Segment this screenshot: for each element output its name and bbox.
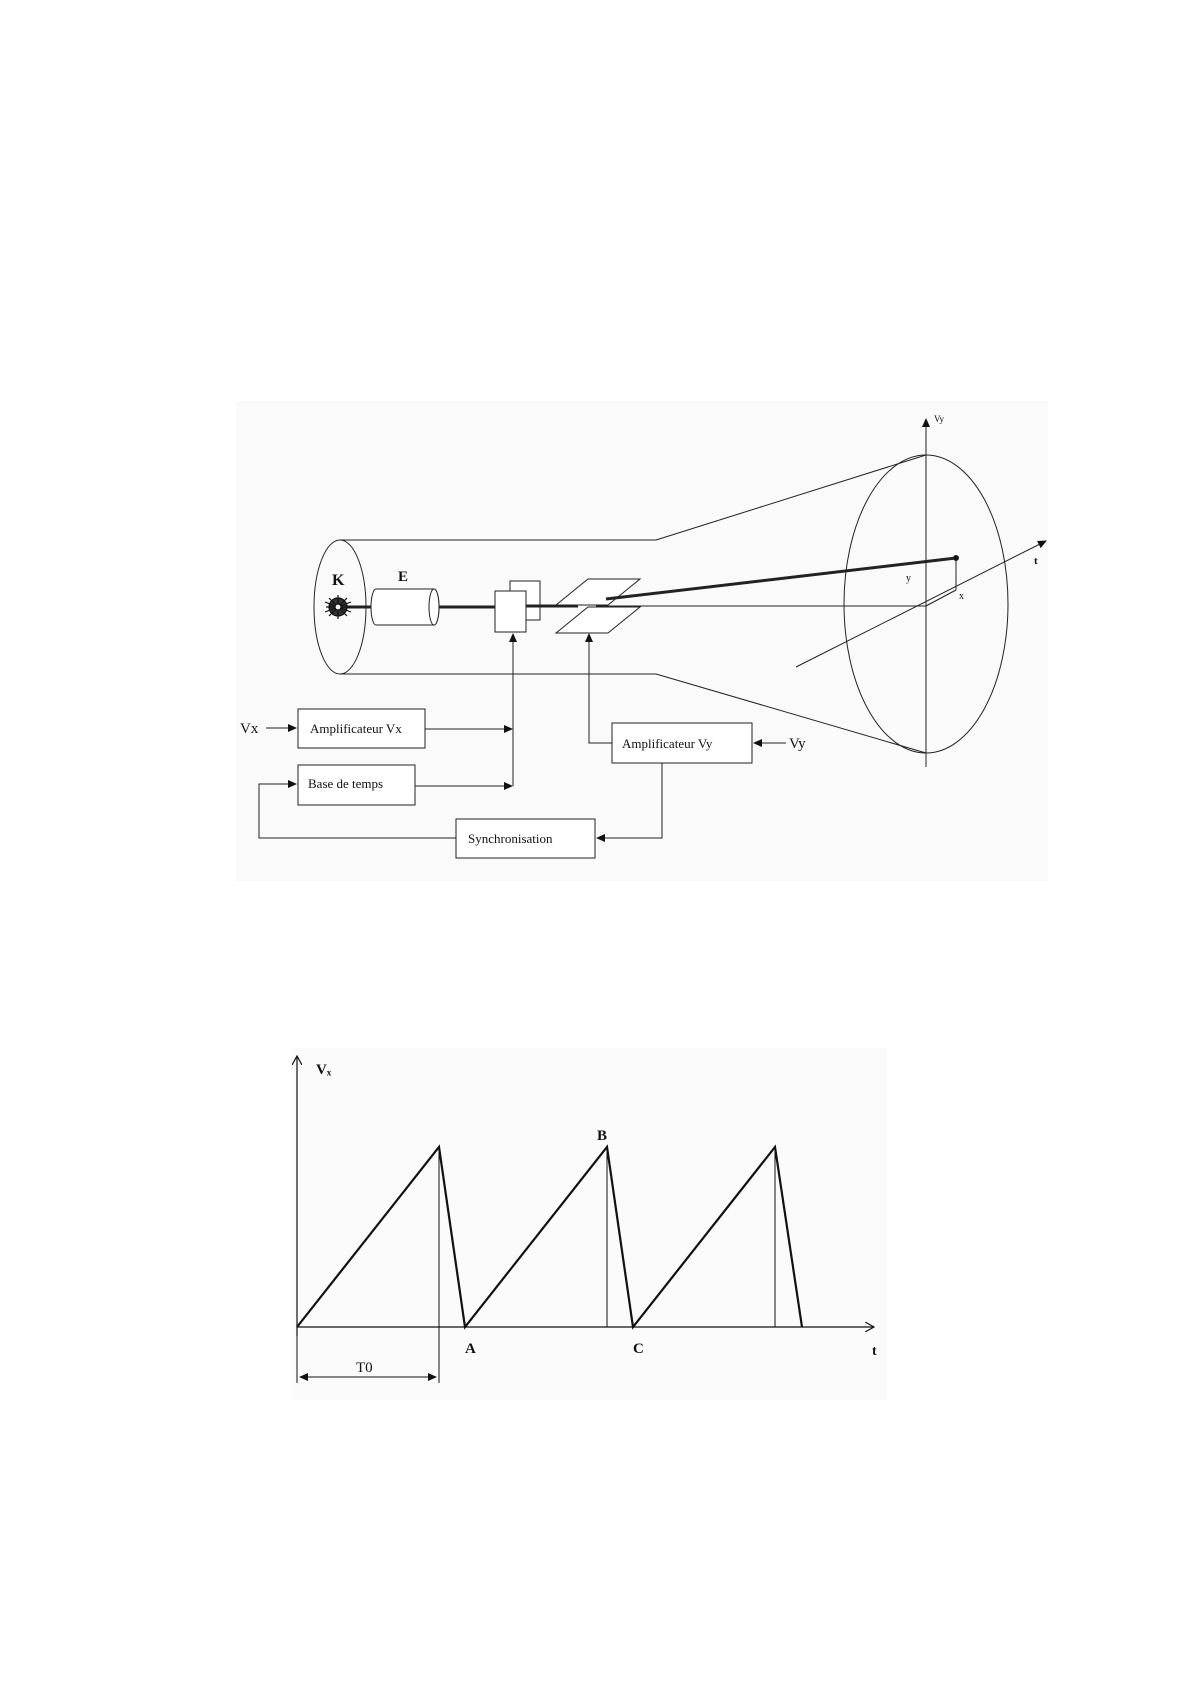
point-x-label: x [959, 591, 964, 602]
cathode-icon [325, 595, 351, 619]
oscilloscope-svg [236, 401, 1048, 881]
beam-spot [954, 556, 959, 561]
sawtooth-svg [292, 1048, 887, 1400]
amp-vy-to-plates-arrow [589, 634, 612, 743]
base-temps-label: Base de temps [308, 776, 384, 791]
y-axis-label: Vₓ [316, 1062, 332, 1078]
cone-top-edge [656, 455, 926, 540]
period-guides [297, 1147, 775, 1383]
cathode-label: K [332, 572, 345, 589]
label-a: A [465, 1341, 476, 1357]
sawtooth-wave [297, 1147, 802, 1327]
electrode-label: E [398, 569, 409, 585]
vertical-axis-label: Vy [934, 414, 945, 424]
amp-vx-label: Amplificateur Vx [310, 721, 402, 736]
electrode-cylinder-front [429, 589, 439, 625]
label-c: C [633, 1341, 644, 1357]
deflected-beam [606, 558, 956, 599]
vy-input-label: Vy [789, 736, 806, 752]
x-plates-front [495, 591, 526, 632]
amp-vy-to-sync-arrow [597, 763, 662, 838]
sawtooth-diagram [292, 1048, 887, 1400]
point-y-label: y [906, 573, 911, 584]
y-plate-bottom [556, 607, 640, 633]
oscilloscope-diagram [236, 401, 1048, 881]
proj-y-line [926, 590, 956, 606]
period-label: T0 [356, 1360, 373, 1376]
electron-gun [340, 556, 959, 634]
amp-vy-label: Amplificateur Vy [622, 736, 713, 751]
label-b: B [597, 1128, 608, 1144]
vx-input-label: Vx [240, 721, 259, 737]
t-axis-label: t [1034, 555, 1038, 567]
y-plate-top [556, 579, 640, 605]
sync-label: Synchronisation [468, 831, 553, 846]
x-axis-label: t [872, 1344, 877, 1359]
